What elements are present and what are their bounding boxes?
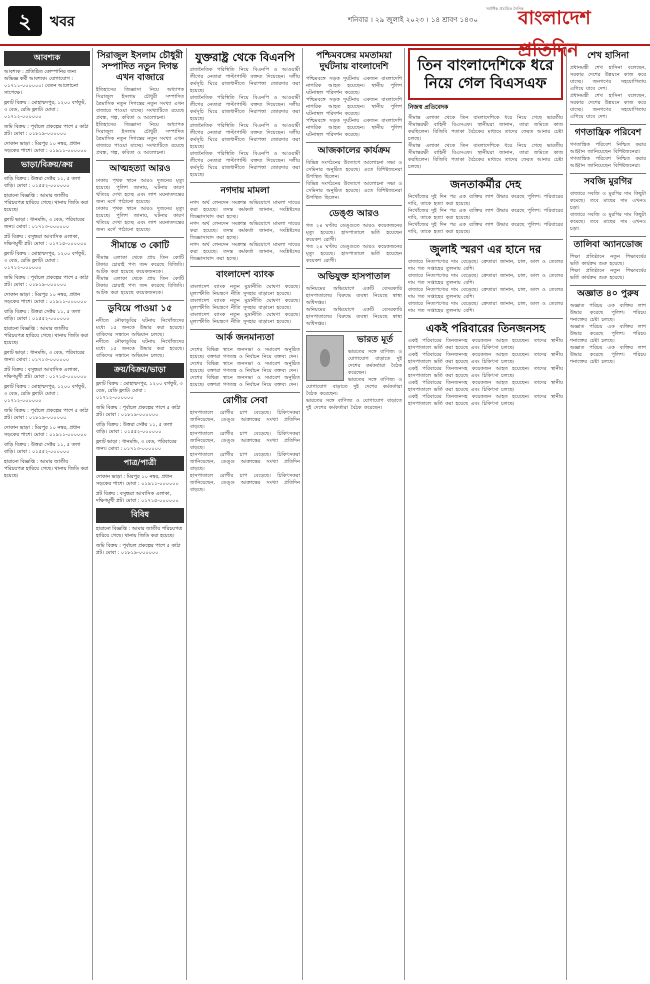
- article-body: দেশের বিভিন্ন স্থানে জনসভা ও সমাবেশ অনুষ্ঠিত হয়েছে। বক্তারা গণতন্ত্র ও নির্বাচন নিয়ে বক্তব্য দেন।: [190, 375, 300, 388]
- category-sale: ক্রয়/বিক্রয়/ভাড়া: [96, 363, 184, 378]
- headline[interactable]: ভারত মূর্ত: [357, 335, 393, 345]
- article-body: হাসপাতালে রোগীর চাপ বেড়েছে। চিকিৎসকরা জানিয়েছেন, ডেঙ্গু আক্রান্তের সংখ্যা প্রতিদিন বাড়ছে।: [190, 473, 300, 493]
- article-body: রাজনৈতিক পরিস্থিতি নিয়ে বিএনপি ও আওয়ামী লীগের নেতারা পাল্টাপাল্টি বক্তব্য দিয়েছেন। দলীয় কর্মসূচি ঘিরে রাজধানীতে নিরাপত্তা জোরদার করা হয়েছে।: [190, 95, 300, 122]
- classified-ad: দোকান ভাড়া : মিরপুর ১০ নম্বর, প্রধান সড়কের পাশে। মোবা : ০১৯১১-০০০০০০: [4, 425, 87, 438]
- divider: [306, 205, 402, 206]
- article-body: রাজনৈতিক পরিস্থিতি নিয়ে বিএনপি ও আওয়ামী লীগের নেতারা পাল্টাপাল্টি বক্তব্য দিয়েছেন। দলীয় কর্মসূচি ঘিরে রাজধানীতে নিরাপত্তা জোরদার করা হয়েছে।: [190, 67, 300, 94]
- classified-ad: ফ্ল্যাট বিক্রয় : মোহাম্মদপুর, ১২০০ বর্গফুট, ৩ বেড, রেডি ফ্ল্যাট। মোবা : ০১৭১২-০০০০০০: [96, 381, 183, 401]
- headline[interactable]: আর্ক জনমান্যতা: [215, 333, 275, 343]
- article-body: একই পরিবারের তিনজনসহ কয়েকজন আহত হয়েছেন। তাদের স্থানীয় হাসপাতালে ভর্তি করা হয়েছে এবং চিকিৎসা চলছে।: [408, 338, 563, 351]
- article-body: গত ২৪ ঘণ্টায় ডেঙ্গুতে আরও কয়েকজনের মৃত্যু হয়েছে। হাসপাতালে ভর্তি হয়েছেন কয়েকশ রোগী।: [306, 244, 402, 264]
- article-body: অজ্ঞাত পরিচয় এক ব্যক্তির লাশ উদ্ধার করেছে পুলিশ। পরিচয় শনাক্তের চেষ্টা চলছে।: [570, 303, 646, 323]
- article-body: বিভিন্ন সংগঠনের উদ্যোগে আলোচনা সভা ও সেমিনার অনুষ্ঠিত হয়েছে। এতে বিশিষ্টজনেরা উপস্থিত ছিলেন।: [306, 181, 402, 201]
- headline[interactable]: ডেঙ্গু আরও: [328, 209, 380, 219]
- article-body: ঢাকায় পৃথক স্থানে আরও দুজনের মৃত্যু হয়েছে। পুলিশ জানায়, ঘটনার কারণ খতিয়ে দেখা হচ্ছে এবং লাশ ময়নাতদন্তের জন্য মর্গে পাঠানো হয়েছে।: [96, 206, 184, 233]
- section-label: খবর: [50, 14, 75, 30]
- article-body: গণতান্ত্রিক পরিবেশ নিশ্চিত করার আহ্বান জানিয়েছেন বিশিষ্টজনেরা।: [570, 156, 646, 169]
- headline[interactable]: সবজি মুরগির: [583, 177, 633, 187]
- article-body: রাজনৈতিক পরিস্থিতি নিয়ে বিএনপি ও আওয়ামী লীগের নেতারা পাল্টাপাল্টি বক্তব্য দিয়েছেন। দলীয় কর্মসূচি ঘিরে রাজধানীতে নিরাপত্তা জোরদার করা হয়েছে।: [190, 123, 300, 150]
- article-body: হাসপাতালে রোগীর চাপ বেড়েছে। চিকিৎসকরা জানিয়েছেন, ডেঙ্গু আক্রান্তের সংখ্যা প্রতিদিন বাড়ছে।: [190, 452, 300, 472]
- classified-ad: ফ্ল্যাট ভাড়া : ধানমন্ডি, ৩ বেড, পরিবারের জন্য। মোবা : ০১৭১৩-০০০০০০: [96, 439, 177, 452]
- column-main: [408, 48, 563, 980]
- classified-ad: ফ্ল্যাট বিক্রয় : মোহাম্মদপুর, ১২০০ বর্গফুট, ৩ বেড, রেডি ফ্ল্যাট। মোবা : ০১৭১২-০০০০০০: [4, 384, 86, 404]
- divider: [306, 268, 402, 269]
- divider: [306, 331, 402, 332]
- article-body: অনিয়মের অভিযোগে একটি বেসরকারি হাসপাতালের বিরুদ্ধে ব্যবস্থা নিয়েছে স্বাস্থ্য অধিদপ্তর।: [306, 307, 402, 327]
- category-pen: পাত্র/পাত্রী: [96, 456, 184, 471]
- divider: [96, 160, 184, 161]
- headline[interactable]: যুক্তরাষ্ট্র থেকে বিএনপি: [195, 51, 295, 64]
- article-body: বাজারে সবজি ও মুরগির দাম কিছুটা কমেছে। তবে মাছের দাম এখনও চড়া।: [570, 212, 646, 232]
- classified-ad: বাড়ি বিক্রয় : উত্তরা সেক্টর ১১, ৫ তলা বাড়ি। মোবা : ০১৫৫২-০০০০০০: [4, 176, 81, 189]
- article-body: সীমান্ত এলাকা থেকে প্রায় তিন কোটি টাকার চোরাই পণ্য জব্দ করেছে বিজিবি। আটক করা হয়েছে কয়েকজনকে।: [96, 255, 184, 275]
- headline[interactable]: আজকালের কার্যক্রম: [317, 146, 391, 156]
- classified-ad: দোকান ভাড়া : মিরপুর ১০ নম্বর, প্রধান সড়কের পাশে। মোবা : ০১৯১১-০০০০০০: [4, 141, 87, 154]
- column-divider: [566, 48, 567, 980]
- article-body: ইতিহাসের জিজ্ঞাসা নিয়ে অধ্যাপক সিরাজুল ইসলাম চৌধুরী সম্পাদিত ত্রৈমাসিক নতুন দিগন্তের নতুন সংখ্যা এখন বাজারে পাওয়া যাচ্ছে। সংখ্যাটিতে রয়েছে প্রবন্ধ, গল্প, কবিতা ও আলোচনা।: [96, 122, 184, 156]
- article-body: বাংলাদেশ ব্যাংক নতুন মুদ্রানীতি ঘোষণা করেছে। মূল্যস্ফীতি নিয়ন্ত্রণে নীতি সুদহার বাড়ানো হয়েছে।: [190, 312, 300, 325]
- portrait-photo: [306, 335, 344, 381]
- headline[interactable]: জুলাই স্মরণ এর হানে দর: [429, 243, 542, 256]
- divider: [190, 392, 300, 393]
- classified-ad: দোকান ভাড়া : মিরপুর ১০ নম্বর, প্রধান সড়কের পাশে। মোবা : ০১৯১১-০০০০০০: [4, 292, 87, 305]
- headline[interactable]: একই পরিবারের তিনজনসহ: [425, 322, 546, 335]
- classified-ad: জমি বিক্রয় : পূর্বাচল প্রকল্পের পাশে ৫ কাঠা প্লট। মোবা : ০১৮১৯-০০০০০০: [4, 408, 89, 421]
- article-body: নগদ অর্থ লেনদেন সংক্রান্ত অভিযোগে মামলা দায়ের করা হয়েছে। তদন্ত কর্মকর্তা জানান, সংশ্লিষ্টদের জিজ্ঞাসাবাদ করা হচ্ছে।: [190, 221, 300, 241]
- article-body: গণতান্ত্রিক পরিবেশ নিশ্চিত করার আহ্বান জানিয়েছেন বিশিষ্টজনেরা।: [570, 142, 646, 155]
- lead-headline[interactable]: তিন বাংলাদেশিকে ধরে নিয়ে গেল বিএসএফ: [417, 56, 554, 92]
- divider: [190, 182, 300, 183]
- article-body: নিখোঁজের দুই দিন পর এক ব্যক্তির লাশ উদ্ধার করেছে পুলিশ। পরিবারের দাবি, তাকে হত্যা করা হয়েছে।: [408, 208, 563, 221]
- headline[interactable]: ডুবিয়ে পাওয়া ১৫: [107, 304, 173, 314]
- article-body: অনিয়মের অভিযোগে একটি বেসরকারি হাসপাতালের বিরুদ্ধে ব্যবস্থা নিয়েছে স্বাস্থ্য অধিদপ্তর।: [306, 286, 402, 306]
- column-divider: [92, 48, 93, 980]
- article-body: বাজারে নিত্যপণ্যের দাম বেড়েছে। ক্রেতারা জানান, চাল, ডাল ও তেলের দাম গত সপ্তাহের তুলনায় বেশি।: [408, 273, 563, 286]
- article-body: নিখোঁজের দুই দিন পর এক ব্যক্তির লাশ উদ্ধার করেছে পুলিশ। পরিবারের দাবি, তাকে হত্যা করা হয়েছে।: [408, 222, 563, 235]
- classified-ad: প্লট বিক্রয় : বসুন্ধরা আবাসিক এলাকা, দক্ষিণমুখী প্লট। মোবা : ০১৭১৫-০০০০০০: [4, 367, 87, 380]
- classified-ad: বাড়ি বিক্রয় : উত্তরা সেক্টর ১১, ৫ তলা বাড়ি। মোবা : ০১৫৫২-০০০০০০: [4, 309, 81, 322]
- article-body: শিক্ষা প্রতিষ্ঠানে নতুন শিক্ষাবর্ষের ভর্তি কার্যক্রম শুরু হয়েছে।: [570, 254, 646, 267]
- article-body: ভারতের সঙ্গে বাণিজ্য ও যোগাযোগ বাড়াতে দুই দেশের কর্মকর্তারা বৈঠক করেছেন।: [306, 398, 402, 411]
- classified-ad: ফ্ল্যাট ভাড়া : ধানমন্ডি, ৩ বেড, পরিবারের জন্য। মোবা : ০১৭১৩-০০০০০০: [4, 217, 85, 230]
- page-number: ২: [8, 6, 42, 36]
- article-body: ঢাকায় পৃথক স্থানে আরও দুজনের মৃত্যু হয়েছে। পুলিশ জানায়, ঘটনার কারণ খতিয়ে দেখা হচ্ছে এবং লাশ ময়নাতদন্তের জন্য মর্গে পাঠানো হয়েছে।: [96, 178, 184, 205]
- article-body: প্রধানমন্ত্রী শেখ হাসিনা বলেছেন, সরকার দেশের উন্নয়নে কাজ করে যাচ্ছে। জনগণের সহযোগিতায় এগিয়ে যাবে দেশ।: [570, 65, 646, 92]
- article-body: সীমান্ত এলাকা থেকে তিন বাংলাদেশিকে ধরে নিয়ে গেছে ভারতীয় সীমান্তরক্ষী বাহিনী বিএসএফ। স্থানীয়রা জানান, তারা জমিতে কাজ করছিলেন। বিজিবি পতাকা বৈঠকের মাধ্যমে তাদের ফেরত আনার চেষ্টা চলছে।: [408, 143, 563, 170]
- article-body: পশ্চিমবঙ্গে সড়ক দুর্ঘটনায় একজন বাংলাদেশি নাগরিক আহত হয়েছেন। স্থানীয় পুলিশ ঘটনাস্থল পরিদর্শন করেছে।: [306, 118, 402, 138]
- article-body: সীমান্ত এলাকা থেকে প্রায় তিন কোটি টাকার চোরাই পণ্য জব্দ করেছে বিজিবি। আটক করা হয়েছে কয়েকজনকে।: [96, 276, 184, 296]
- article-body: প্রধানমন্ত্রী শেখ হাসিনা বলেছেন, সরকার দেশের উন্নয়নে কাজ করে যাচ্ছে। জনগণের সহযোগিতায় এগিয়ে যাবে দেশ।: [570, 93, 646, 120]
- article-body: দেশের বিভিন্ন স্থানে জনসভা ও সমাবেশ অনুষ্ঠিত হয়েছে। বক্তারা গণতন্ত্র ও নির্বাচন নিয়ে বক্তব্য দেন।: [190, 361, 300, 374]
- column-classifieds: [4, 48, 90, 980]
- headline[interactable]: নগদায় মামলা: [220, 186, 270, 196]
- divider: [408, 318, 563, 319]
- article-body: পশ্চিমবঙ্গে সড়ক দুর্ঘটনায় একজন বাংলাদেশি নাগরিক আহত হয়েছেন। স্থানীয় পুলিশ ঘটনাস্থল পরিদর্শন করেছে।: [306, 97, 402, 117]
- article-body: বাংলাদেশ ব্যাংক নতুন মুদ্রানীতি ঘোষণা করেছে। মূল্যস্ফীতি নিয়ন্ত্রণে নীতি সুদহার বাড়ানো হয়েছে।: [190, 298, 300, 311]
- article-body: একই পরিবারের তিনজনসহ কয়েকজন আহত হয়েছেন। তাদের স্থানীয় হাসপাতালে ভর্তি করা হয়েছে এবং চিকিৎসা চলছে।: [408, 352, 563, 365]
- headline[interactable]: অভিযুক্ত হাসপাতাল: [317, 272, 391, 282]
- article-body: পশ্চিমবঙ্গে সড়ক দুর্ঘটনায় একজন বাংলাদেশি নাগরিক আহত হয়েছেন। স্থানীয় পুলিশ ঘটনাস্থল পরিদর্শন করেছে।: [306, 76, 402, 96]
- article-body: হাসপাতালে রোগীর চাপ বেড়েছে। চিকিৎসকরা জানিয়েছেন, ডেঙ্গু আক্রান্তের সংখ্যা প্রতিদিন বাড়ছে।: [190, 431, 300, 451]
- article-body: একই পরিবারের তিনজনসহ কয়েকজন আহত হয়েছেন। তাদের স্থানীয় হাসপাতালে ভর্তি করা হয়েছে এবং চিকিৎসা চলছে।: [408, 394, 563, 407]
- classified-ad: জমি বিক্রয় : পূর্বাচল প্রকল্পের পাশে ৫ কাঠা প্লট। মোবা : ০১৮১৯-০০০০০০: [4, 275, 89, 288]
- article-body: বাজারে সবজি ও মুরগির দাম কিছুটা কমেছে। তবে মাছের দাম এখনও চড়া।: [570, 191, 646, 211]
- column-3: [190, 48, 300, 980]
- article-body: অজ্ঞাত পরিচয় এক ব্যক্তির লাশ উদ্ধার করেছে পুলিশ। পরিচয় শনাক্তের চেষ্টা চলছে।: [570, 324, 646, 344]
- classified-ad: হারানো বিজ্ঞপ্তি : আমার জাতীয় পরিচয়পত্র হারিয়ে গেছে। থানায় জিডি করা হয়েছে।: [96, 526, 183, 539]
- article-body: নগদ অর্থ লেনদেন সংক্রান্ত অভিযোগে মামলা দায়ের করা হয়েছে। তদন্ত কর্মকর্তা জানান, সংশ্লিষ্টদের জিজ্ঞাসাবাদ করা হচ্ছে।: [190, 200, 300, 220]
- newspaper-logo[interactable]: বাংলাদেশ প্রতিদিন: [518, 7, 591, 61]
- classified-ad: জমি বিক্রয় : পূর্বাচল প্রকল্পের পাশে ৫ কাঠা প্লট। মোবা : ০১৮১৯-০০০০০০: [96, 405, 181, 418]
- classified-ad: বাড়ি বিক্রয় : উত্তরা সেক্টর ১১, ৫ তলা বাড়ি। মোবা : ০১৫৫২-০০০০০০: [96, 422, 173, 435]
- headline[interactable]: তালিবা অ্যানডোজ: [573, 240, 643, 250]
- lead-story-box: [408, 48, 563, 100]
- article-body: নদীতে নৌকাডুবির ঘটনায় নিখোঁজদের মধ্যে ১৫ জনকে উদ্ধার করা হয়েছে। বাকিদের সন্ধানে অভিযান চলছে।: [96, 318, 184, 338]
- classified-ad: ফ্ল্যাট বিক্রয় : মোহাম্মদপুর, ১২০০ বর্গফুট, ৩ বেড, রেডি ফ্ল্যাট। মোবা : ০১৭১২-০০০০০০: [4, 100, 86, 120]
- divider: [96, 300, 184, 301]
- column-right: [570, 48, 646, 980]
- classified-ad: হারানো বিজ্ঞপ্তি : আমার জাতীয় পরিচয়পত্র হারিয়ে গেছে। থানায় জিডি করা হয়েছে।: [4, 459, 89, 479]
- divider: [570, 236, 646, 237]
- article-body: হাসপাতালে রোগীর চাপ বেড়েছে। চিকিৎসকরা জানিয়েছেন, ডেঙ্গু আক্রান্তের সংখ্যা প্রতিদিন বাড়ছে।: [190, 410, 300, 430]
- divider: [570, 173, 646, 174]
- article-body: সীমান্ত এলাকা থেকে তিন বাংলাদেশিকে ধরে নিয়ে গেছে ভারতীয় সীমান্তরক্ষী বাহিনী বিএসএফ। স্থানীয়রা জানান, তারা জমিতে কাজ করছিলেন। বিজিবি পতাকা বৈঠকের মাধ্যমে তাদের ফেরত আনার চেষ্টা চলছে।: [408, 115, 563, 142]
- divider: [570, 124, 646, 125]
- column-divider: [186, 48, 187, 980]
- article-body: দেশের বিভিন্ন স্থানে জনসভা ও সমাবেশ অনুষ্ঠিত হয়েছে। বক্তারা গণতন্ত্র ও নির্বাচন নিয়ে বক্তব্য দেন।: [190, 347, 300, 360]
- divider: [570, 285, 646, 286]
- article-body: নগদ অর্থ লেনদেন সংক্রান্ত অভিযোগে মামলা দায়ের করা হয়েছে। তদন্ত কর্মকর্তা জানান, সংশ্লিষ্টদের জিজ্ঞাসাবাদ করা হচ্ছে।: [190, 242, 300, 262]
- category-notice: আবশ্যক: [4, 51, 90, 66]
- article-body: ভারতের সঙ্গে বাণিজ্য ও যোগাযোগ বাড়াতে দুই দেশের কর্মকর্তারা বৈঠক করেছেন।: [348, 349, 402, 376]
- article-body: একই পরিবারের তিনজনসহ কয়েকজন আহত হয়েছেন। তাদের স্থানীয় হাসপাতালে ভর্তি করা হয়েছে এবং চিকিৎসা চলছে।: [408, 380, 563, 393]
- classified-ad: দোকান ভাড়া : মিরপুর ১০ নম্বর, প্রধান সড়কের পাশে। মোবা : ০১৯১১-০০০০০০: [96, 474, 179, 487]
- headline[interactable]: শেখ হাসিনা: [587, 51, 629, 61]
- classified-ad: জমি বিক্রয় : পূর্বাচল প্রকল্পের পাশে ৫ কাঠা প্লট। মোবা : ০১৮১৯-০০০০০০: [96, 543, 181, 556]
- column-divider: [302, 48, 303, 980]
- classified-ad: জমি বিক্রয় : পূর্বাচল প্রকল্পের পাশে ৫ কাঠা প্লট। মোবা : ০১৮১৯-০০০০০০: [4, 124, 89, 137]
- article-body: ইতিহাসের জিজ্ঞাসা নিয়ে অধ্যাপক সিরাজুল ইসলাম চৌধুরী সম্পাদিত ত্রৈমাসিক নতুন দিগন্তের নতুন সংখ্যা এখন বাজারে পাওয়া যাচ্ছে। সংখ্যাটিতে রয়েছে প্রবন্ধ, গল্প, কবিতা ও আলোচনা।: [96, 87, 184, 121]
- category-misc: বিবিধ: [96, 508, 184, 523]
- column-4: [306, 48, 402, 980]
- divider: [190, 329, 300, 330]
- article-body: বাজারে নিত্যপণ্যের দাম বেড়েছে। ক্রেতারা জানান, চাল, ডাল ও তেলের দাম গত সপ্তাহের তুলনায় বেশি।: [408, 287, 563, 300]
- divider: [306, 142, 402, 143]
- headline[interactable]: গণতান্ত্রিক পরিবেশ: [574, 128, 642, 138]
- column-2: [96, 48, 184, 980]
- article-body: শিক্ষা প্রতিষ্ঠানে নতুন শিক্ষাবর্ষের ভর্তি কার্যক্রম শুরু হয়েছে।: [570, 268, 646, 281]
- classified-ad: হারানো বিজ্ঞপ্তি : আমার জাতীয় পরিচয়পত্র হারিয়ে গেছে। থানায় জিডি করা হয়েছে।: [4, 193, 89, 213]
- article-body: বাজারে নিত্যপণ্যের দাম বেড়েছে। ক্রেতারা জানান, চাল, ডাল ও তেলের দাম গত সপ্তাহের তুলনায় বেশি।: [408, 259, 563, 272]
- headline[interactable]: জনতাকর্মীর দেহ: [450, 178, 521, 191]
- article-body: গত ২৪ ঘণ্টায় ডেঙ্গুতে আরও কয়েকজনের মৃত্যু হয়েছে। হাসপাতালে ভর্তি হয়েছেন কয়েকশ রোগী।: [306, 223, 402, 243]
- divider: [190, 266, 300, 267]
- headline[interactable]: আত্মহত্যা আরও: [109, 164, 171, 174]
- byline: নিজস্ব প্রতিবেদক: [408, 104, 449, 111]
- date-line: শনিবার । ২৯ জুলাই ২০২৩ । ১৪ শ্রাবণ ১৪৩০: [348, 16, 478, 24]
- classified-ad: হারানো বিজ্ঞপ্তি : আমার জাতীয় পরিচয়পত্র হারিয়ে গেছে। থানায় জিডি করা হয়েছে।: [4, 326, 89, 346]
- divider: [408, 174, 563, 175]
- classified-ad: প্লট বিক্রয় : বসুন্ধরা আবাসিক এলাকা, দক্ষিণমুখী প্লট। মোবা : ০১৭১৫-০০০০০০: [96, 491, 179, 504]
- article-body: নিখোঁজের দুই দিন পর এক ব্যক্তির লাশ উদ্ধার করেছে পুলিশ। পরিবারের দাবি, তাকে হত্যা করা হয়েছে।: [408, 194, 563, 207]
- article-body: নদীতে নৌকাডুবির ঘটনায় নিখোঁজদের মধ্যে ১৫ জনকে উদ্ধার করা হয়েছে। বাকিদের সন্ধানে অভিযান চলছে।: [96, 339, 184, 359]
- classified-ad: বাড়ি বিক্রয় : উত্তরা সেক্টর ১১, ৫ তলা বাড়ি। মোবা : ০১৫৫২-০০০০০০: [4, 442, 81, 455]
- category-rent: ভাড়া/বিক্রয়/ক্রয়: [4, 158, 90, 173]
- article-body: ভারতের সঙ্গে বাণিজ্য ও যোগাযোগ বাড়াতে দুই দেশের কর্মকর্তারা বৈঠক করেছেন।: [306, 377, 402, 397]
- article-body: অজ্ঞাত পরিচয় এক ব্যক্তির লাশ উদ্ধার করেছে পুলিশ। পরিচয় শনাক্তের চেষ্টা চলছে।: [570, 345, 646, 365]
- headline[interactable]: সীমান্তে ৩ কোটি: [110, 241, 170, 251]
- headline[interactable]: সিরাজুল ইসলাম চৌধুরী সম্পাদিত নতুন দিগন্ত এখন বাজারে: [97, 51, 183, 83]
- article-body: বাংলাদেশ ব্যাংক নতুন মুদ্রানীতি ঘোষণা করেছে। মূল্যস্ফীতি নিয়ন্ত্রণে নীতি সুদহার বাড়ানো হয়েছে।: [190, 284, 300, 297]
- divider: [408, 239, 563, 240]
- headline[interactable]: অজ্ঞাত ৪০ পুরুষ: [577, 289, 639, 299]
- divider: [96, 237, 184, 238]
- headline[interactable]: বাংলাদেশ ব্যাংক: [215, 270, 274, 280]
- classified-ad: প্লট বিক্রয় : বসুন্ধরা আবাসিক এলাকা, দক্ষিণমুখী প্লট। মোবা : ০১৭১৫-০০০০০০: [4, 234, 87, 247]
- article-body: একই পরিবারের তিনজনসহ কয়েকজন আহত হয়েছেন। তাদের স্থানীয় হাসপাতালে ভর্তি করা হয়েছে এবং চিকিৎসা চলছে।: [408, 366, 563, 379]
- classified-ad: আবশ্যক : প্রতিষ্ঠিত কোম্পানির জন্য অভিজ্ঞ কর্মী আবশ্যক। যোগাযোগ : ০১৭১১-০০০০০০। বেতন আলোচনা সাপেক্ষে।: [4, 69, 79, 96]
- article-body: বিভিন্ন সংগঠনের উদ্যোগে আলোচনা সভা ও সেমিনার অনুষ্ঠিত হয়েছে। এতে বিশিষ্টজনেরা উপস্থিত ছিলেন।: [306, 160, 402, 180]
- headline[interactable]: রোগীর সেবা: [222, 396, 268, 406]
- classified-ad: ফ্ল্যাট ভাড়া : ধানমন্ডি, ৩ বেড, পরিবারের জন্য। মোবা : ০১৭১৩-০০০০০০: [4, 350, 85, 363]
- article-body: রাজনৈতিক পরিস্থিতি নিয়ে বিএনপি ও আওয়ামী লীগের নেতারা পাল্টাপাল্টি বক্তব্য দিয়েছেন। দলীয় কর্মসূচি ঘিরে রাজধানীতে নিরাপত্তা জোরদার করা হয়েছে।: [190, 151, 300, 178]
- classified-ad: ফ্ল্যাট বিক্রয় : মোহাম্মদপুর, ১২০০ বর্গফুট, ৩ বেড, রেডি ফ্ল্যাট। মোবা : ০১৭১২-০০০০০০: [4, 251, 86, 271]
- column-divider: [404, 48, 405, 980]
- logo-tagline: সর্বাধিক প্রচারিত দৈনিক: [486, 6, 524, 11]
- headline[interactable]: পশ্চিমবঙ্গের মমতাময়া দুর্ঘটনায় বাংলাদেশি: [316, 51, 392, 72]
- article-body: বাজারে নিত্যপণ্যের দাম বেড়েছে। ক্রেতারা জানান, চাল, ডাল ও তেলের দাম গত সপ্তাহের তুলনায় বেশি।: [408, 301, 563, 314]
